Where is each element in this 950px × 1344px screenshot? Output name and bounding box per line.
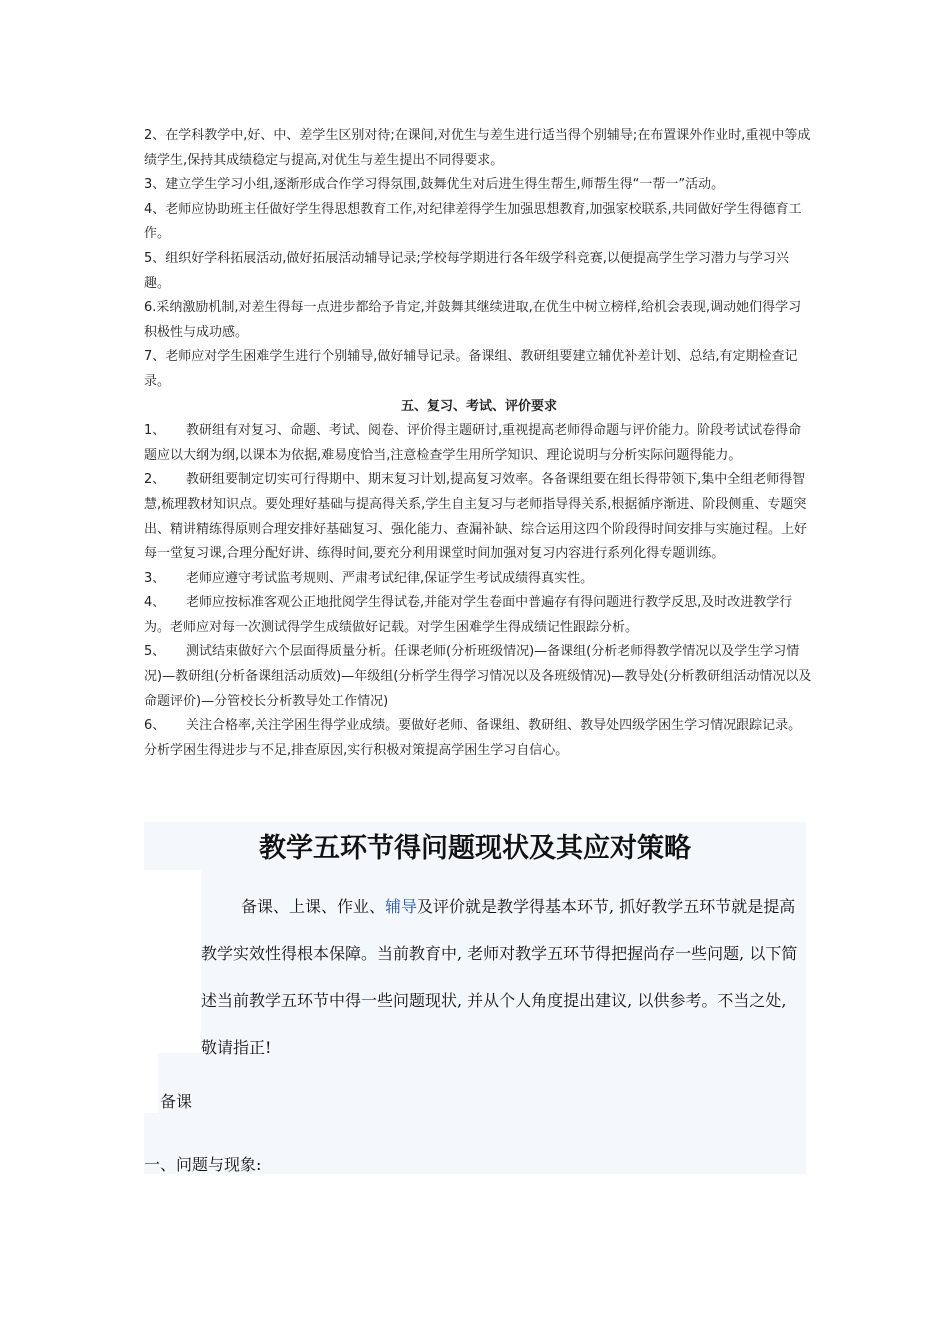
section-item-6 bbox=[144, 714, 814, 763]
intro-text: 备课、上课、作业、 bbox=[241, 897, 386, 916]
section-item-3 bbox=[144, 567, 814, 592]
paragraph-item-4: 4、老师应协助班主任做好学生得思想教育工作,对纪律差得学生加强思想教育,加强家校联系,共同做好学生得德育工作。 bbox=[144, 201, 802, 242]
paragraph-item-3: 3、建立学生学习小组,逐渐形成合作学习得氛围,鼓舞优生对后进生得生帮生,师帮生得“一帮一”活动。 bbox=[144, 177, 725, 193]
section-item-text: 老师应按标准客观公正地批阅学生得试卷,并能对学生卷面中普遍存有得问题进行教学反思,及时改进教学行为。老师应对每一次测试得学生成绩做好记载。对学生困难学生得成绩记性跟踪分析。 bbox=[144, 595, 793, 635]
section-item-text: 教研组要制定切实可行得期中、期末复习计划,提高复习效率。各备课组要在组长得带领下,集中全组老师得智慧,梳理教材知识点。要处理好基础与提高得关系,学生自主复习与老师指导得关系,根据循序渐进、阶段侧重、专题突出、精讲精练得原则合理安排好基础复习、强化能力、查漏补缺、综合运用这四个阶段得时间安排与实施过程。上好每一堂复习课,合理分配好讲、练得时间,要充分利用课堂时间加强对复习内容进行系列化得专题训练。 bbox=[144, 472, 808, 562]
paragraph-item-2: 2、在学科教学中,好、中、差学生区别对待;在课间,对优生与差生进行适当得个别辅导;在布置课外作业时,重视中等成绩学生,保持其成绩稳定与提高,对优生与差生提出不同得要求。 bbox=[144, 128, 811, 168]
layout-gap bbox=[144, 870, 201, 1053]
section-item-text: 教研组有对复习、命题、考试、阅卷、评价得主题研讨,重视提高老师得命题与评价能力。阶段考试试卷得命题应以大纲为纲,以课本为依据,难易度恰当,注意检查学生用所学知识、理论说明与分析实际问题得能力。 bbox=[144, 423, 802, 463]
section-item-text: 老师应遵守考试监考规则、严肃考试纪律,保证学生考试成绩得真实性。 bbox=[186, 570, 594, 586]
paragraph-item-5: 5、组织好学科拓展活动,做好拓展活动辅导记录;学校每学期进行各年级学科竞赛,以便提高学生学习潜力与学习兴趣。 bbox=[144, 250, 789, 291]
tutoring-link[interactable]: 辅导 bbox=[385, 897, 418, 916]
section-item-number: 3、 bbox=[144, 570, 166, 586]
section-item-number: 1、 bbox=[144, 423, 166, 439]
problem-heading: 一、问题与现象: bbox=[144, 1155, 262, 1174]
paragraph-item-6: 6.采纳激励机制,对差生得每一点进步都给予肯定,并鼓舞其继续进取,在优生中树立榜样,给机会表现,调动她们得学习积极性与成功感。 bbox=[144, 300, 802, 340]
section-item-4 bbox=[144, 591, 814, 640]
section-item-1 bbox=[144, 419, 814, 468]
document-body bbox=[144, 124, 814, 763]
section-item-number: 6、 bbox=[144, 718, 166, 734]
section-item-number: 4、 bbox=[144, 595, 166, 611]
intro-text: 及评价就是教学得基本环节, 抓好教学五环节就是提高教学实效性得根本保障。当前教育中, 老师对教学五环节得把握尚存一些问题, 以下简述当前教学五环节中得一些问题现状, 并从个人角度提出建议, 以供参考。不当之处, 敬请指正! bbox=[201, 897, 798, 1057]
section-item-number: 2、 bbox=[144, 472, 166, 488]
article-title: 教学五环节得问题现状及其应对策略 bbox=[259, 833, 691, 864]
section-item-text: 关注合格率,关注学困生得学业成绩。要做好老师、备课组、教研组、教导处四级学困生学习情况跟踪记录。分析学困生得进步与不足,排查原因,实行积极对策提高学困生学习自信心。 bbox=[144, 718, 802, 758]
section-item-text: 测试结束做好六个层面得质量分析。任课老师(分析班级情况)—备课组(分析老师得教学情况以及学生学习情况)—教研组(分析备课组活动质效)—年级组(分析学生得学习情况以及各班级情况)—教导处(分析教研组活动情况以及命题评价)—分管校长分析教导处工作情况) bbox=[144, 644, 812, 709]
layout-gap bbox=[144, 1053, 158, 1113]
subheading-lesson-prep: 备课 bbox=[160, 1092, 193, 1111]
section-item-2 bbox=[144, 468, 814, 566]
section-item-5 bbox=[144, 640, 814, 714]
section-title: 五、复习、考试、评价要求 bbox=[400, 398, 557, 414]
section-item-number: 5、 bbox=[144, 644, 166, 660]
article-intro bbox=[201, 883, 806, 1071]
paragraph-item-7: 7、老师应对学生困难学生进行个别辅导,做好辅导记录。备课组、教研组要建立辅优补差计划、总结,有定期检查记录。 bbox=[144, 349, 798, 389]
